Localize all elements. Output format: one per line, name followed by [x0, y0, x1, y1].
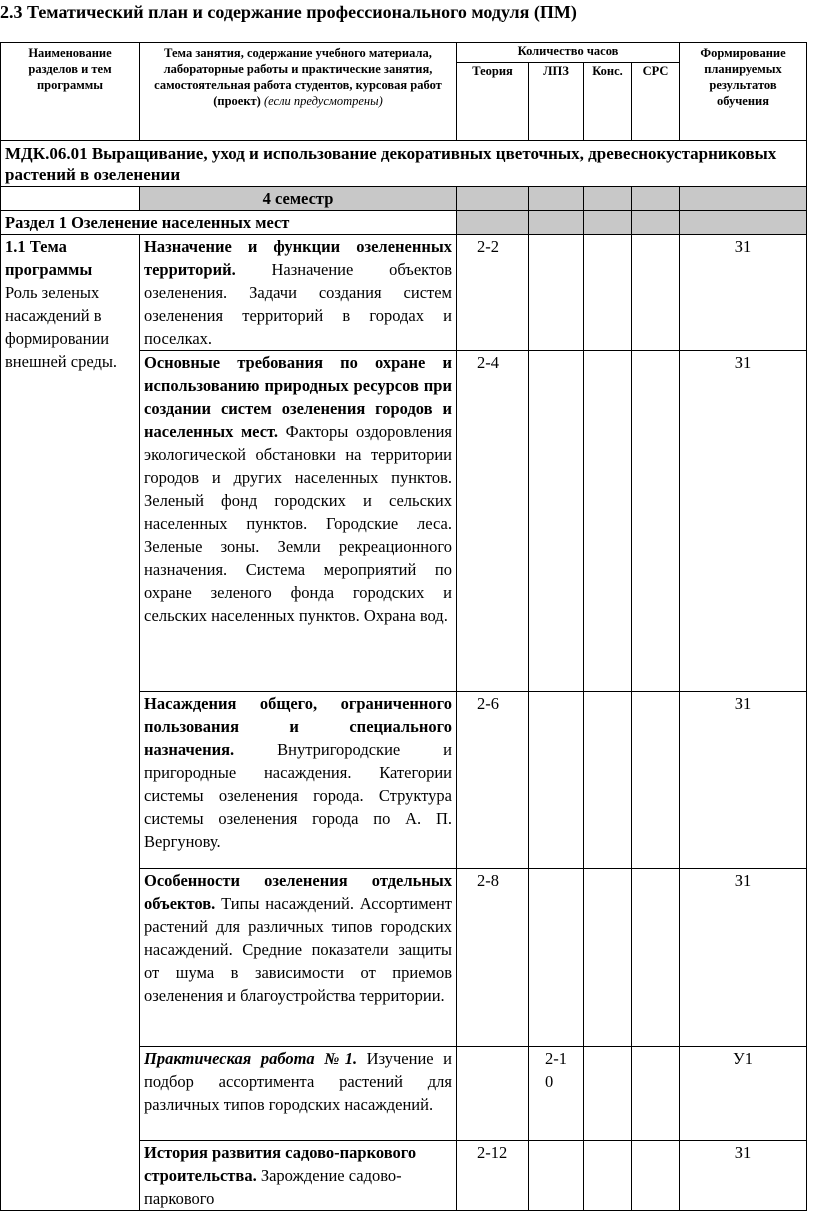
- lpz-hours-value: 2-10: [545, 1049, 567, 1091]
- lesson-title: Насаждения общего, ограниченного пользования и специального назначения.: [144, 694, 452, 759]
- kons-hours: [584, 1047, 632, 1141]
- srs-hours: [632, 235, 680, 351]
- lesson-cell: [140, 351, 457, 692]
- topic-text: Роль зеленых насаждений в формировании внешней среды.: [5, 283, 118, 371]
- lpz-hours: [529, 1141, 584, 1211]
- section-shade-5: [680, 211, 807, 235]
- lesson-cell: [140, 235, 457, 351]
- theory-hours: 2-4: [457, 351, 529, 692]
- topic-cell: [1, 235, 140, 1211]
- kons-hours: [584, 351, 632, 692]
- srs-hours: [632, 869, 680, 1047]
- result-code: З1: [680, 869, 807, 1047]
- kons-hours: [584, 235, 632, 351]
- kons-hours: [584, 1141, 632, 1211]
- result-code: У1: [680, 1047, 807, 1141]
- theory-hours: 2-12: [457, 1141, 529, 1211]
- lesson-text: Изучение и подбор ассортимента растений для различных типов городских насаждений.: [144, 1049, 452, 1114]
- lpz-hours: [529, 692, 584, 869]
- result-code: З1: [680, 1141, 807, 1211]
- lesson-cell: [140, 1141, 457, 1211]
- semester-shade-5: [680, 187, 807, 211]
- lesson-text: Внутригородские и пригородные насаждения. Категории системы озеленения города. Структура системы озеленения города по А. П. Вергунову.: [144, 740, 452, 851]
- header-topic-italic: (если предусмотрены): [263, 94, 383, 108]
- section-shade-2: [529, 211, 584, 235]
- lesson-title: Основные требования по охране и использованию природных ресурсов при создании систем озеленения городов и населенных мест.: [144, 353, 452, 441]
- header-results: Формирование планируемых результатов обучения: [680, 43, 807, 141]
- lesson-text: Типы насаждений. Ассортимент растений для различных типов городских насаждений. Средние показатели защиты от шума в зависимости от приемов озеленения и благоустройства территории.: [144, 894, 452, 1005]
- practical-title: Практическая работа №1.: [144, 1049, 358, 1068]
- lesson-title: Особенности озеленения отдельных объектов.: [144, 871, 452, 913]
- header-topic: [140, 43, 457, 141]
- lpz-hours: [529, 1047, 584, 1141]
- theory-hours: [457, 1047, 529, 1141]
- kons-hours: [584, 869, 632, 1047]
- semester-shade-4: [632, 187, 680, 211]
- semester-shade-3: [584, 187, 632, 211]
- lesson-text: Назначение объектов озеленения. Задачи создания систем озеленения территорий в городах и поселках.: [144, 260, 452, 348]
- semester-shade-2: [529, 187, 584, 211]
- result-code: З1: [680, 692, 807, 869]
- srs-hours: [632, 1047, 680, 1141]
- lpz-hours: [529, 235, 584, 351]
- header-theory: Теория: [457, 63, 529, 141]
- semester-blank-left: [1, 187, 140, 211]
- lesson-title: История развития садово-паркового строительства.: [144, 1143, 417, 1185]
- theory-hours: 2-6: [457, 692, 529, 869]
- lesson-cell: [140, 692, 457, 869]
- theory-hours: 2-2: [457, 235, 529, 351]
- lesson-title: Назначение и функции озелененных территорий.: [144, 237, 452, 279]
- result-code: З1: [680, 351, 807, 692]
- semester-shade-1: [457, 187, 529, 211]
- semester-label: 4 семестр: [140, 187, 457, 211]
- header-lpz: ЛПЗ: [529, 63, 584, 141]
- lesson-text: Факторы оздоровления экологической обстановки на территории городов и других населенных пунктов. Зеленый фонд городских и сельских населенных пунктов. Городские леса. Зеленые зоны. Земли рекреационного назначения. Система мероприятий по охране зеленого фонда городских и сельских населенных пунктов. Охрана вод.: [144, 422, 453, 625]
- srs-hours: [632, 351, 680, 692]
- result-code: З1: [680, 235, 807, 351]
- section-shade-1: [457, 211, 529, 235]
- srs-hours: [632, 692, 680, 869]
- section-shade-4: [632, 211, 680, 235]
- mdk-row: МДК.06.01 Выращивание, уход и использование декоративных цветочных, древеснокустарниковых растений в озеленении: [1, 141, 807, 187]
- header-kons: Конс.: [584, 63, 632, 141]
- lpz-hours: [529, 351, 584, 692]
- srs-hours: [632, 1141, 680, 1211]
- section-shade-3: [584, 211, 632, 235]
- lesson-cell: [140, 869, 457, 1047]
- section-title: Раздел 1 Озеленение населенных мест: [1, 211, 457, 235]
- lpz-hours: [529, 869, 584, 1047]
- kons-hours: [584, 692, 632, 869]
- header-sections: Наименование разделов и тем программы: [1, 43, 140, 141]
- page-heading: 2.3 Тематический план и содержание профессионального модуля (ПМ): [0, 2, 577, 22]
- header-srs: СРС: [632, 63, 680, 141]
- topic-title: 1.1 Тема программы: [5, 237, 93, 279]
- theory-hours: 2-8: [457, 869, 529, 1047]
- header-topic-bold: Тема занятия, содержание учебного материала, лабораторные работы и практические занятия, самостоятельная работа студентов, курсовая работ (проект): [154, 46, 442, 108]
- thematic-plan-table: [0, 42, 807, 1211]
- lesson-text: Зарождение садово-паркового: [144, 1166, 402, 1208]
- header-hours: Количество часов: [457, 43, 680, 63]
- lesson-cell: [140, 1047, 457, 1141]
